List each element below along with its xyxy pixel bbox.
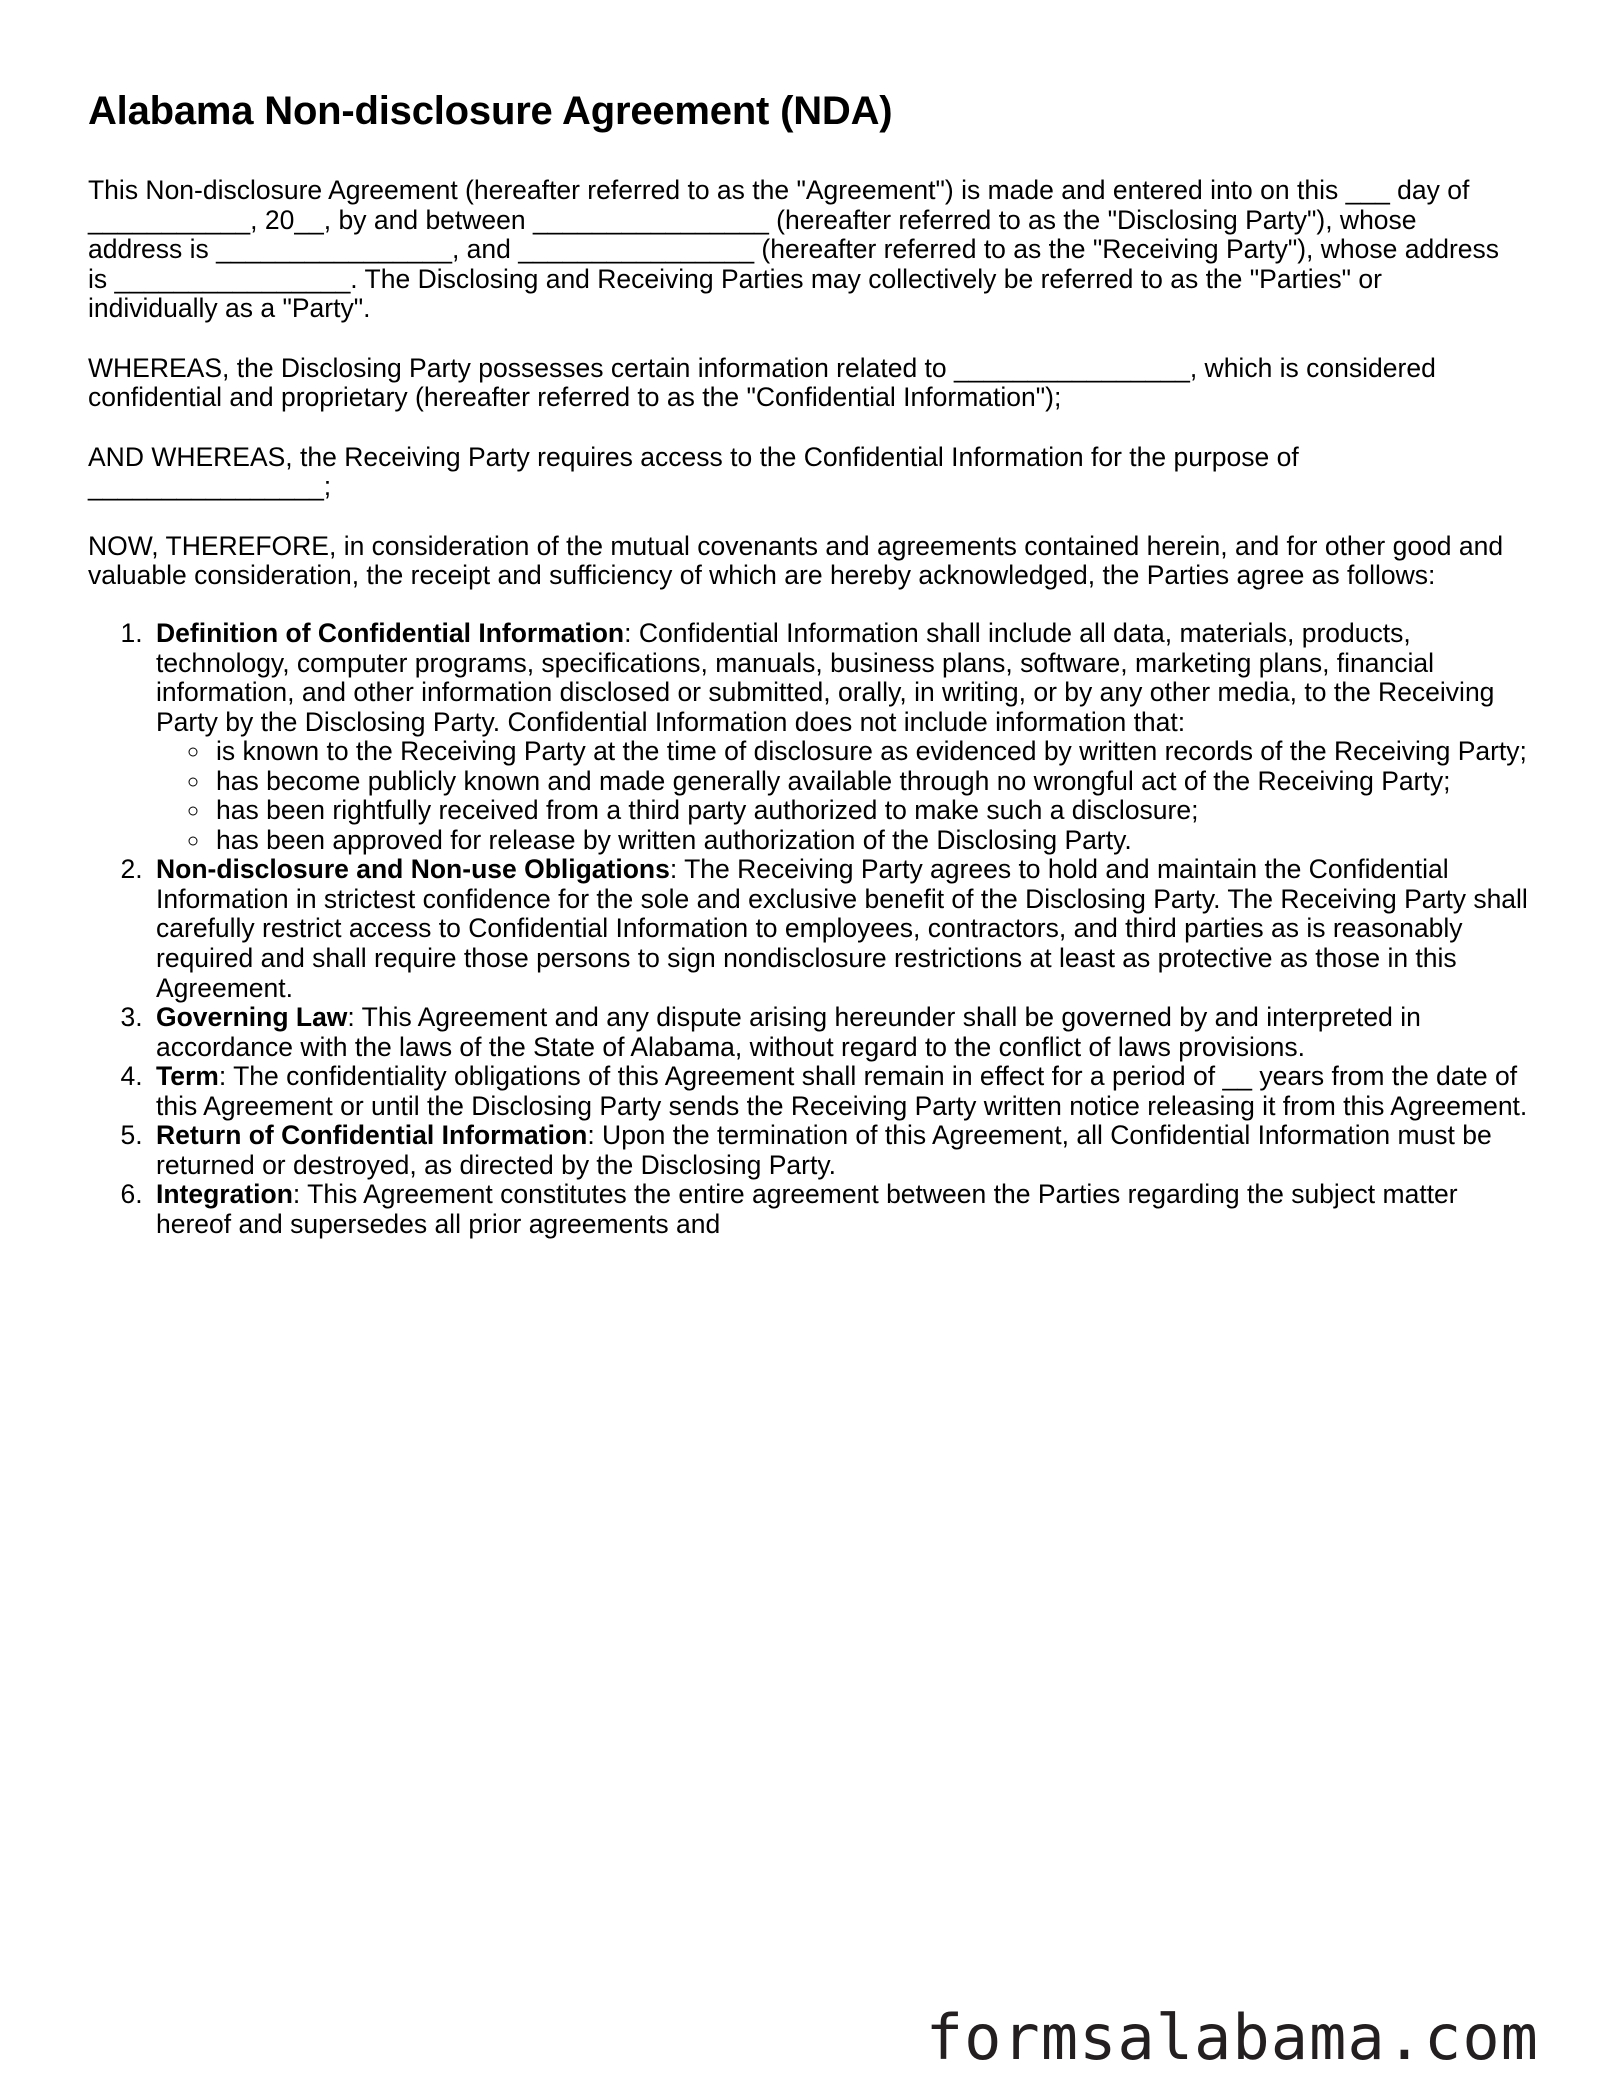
clause-body: : This Agreement constitutes the entire agreement between the Parties regarding the subject matter hereof and supersedes all prior agreements and xyxy=(156,1179,1458,1239)
clause-item xyxy=(150,1062,1529,1121)
clause-body: : The Receiving Party agrees to hold and maintain the Confidential Information in strictest confidence for the sole and exclusive benefit of the Disclosing Party. The Receiving Party shall carefully restrict access to Confidential Information to employees, contractors, and third parties as is reasonably required and shall require those persons to sign nondisclosure restrictions at least as protective as those in this Agreement. xyxy=(156,854,1528,1003)
clause-item xyxy=(150,1003,1529,1062)
clause-heading: Integration xyxy=(156,1179,293,1210)
paragraph-and-whereas: AND WHEREAS, the Receiving Party requires access to the Confidential Information for the purpose of ________________; xyxy=(88,441,1299,502)
paragraph-now-therefore: NOW, THEREFORE, in consideration of the mutual covenants and agreements contained herein, and for other good and valuable consideration, the receipt and sufficiency of which are hereby acknowledged, the Parties agree as follows: xyxy=(88,530,1504,591)
clause-body: : This Agreement and any dispute arising hereunder shall be governed by and interpreted in accordance with the laws of the State of Alabama, without regard to the conflict of laws provisions. xyxy=(156,1002,1421,1062)
subclause-item: ◦ has been approved for release by written authorization of the Disclosing Party. xyxy=(212,826,1529,856)
site-watermark: formsalabama.com xyxy=(925,2001,1539,2074)
subclause-item: ◦ has been rightfully received from a third party authorized to make such a disclosure; xyxy=(212,796,1529,826)
page-title: Alabama Non-disclosure Agreement (NDA) xyxy=(88,89,893,133)
clause-item xyxy=(150,1180,1529,1239)
subclause-item: ◦ is known to the Receiving Party at the time of disclosure as evidenced by written records of the Receiving Party; xyxy=(212,737,1529,767)
paragraph-whereas: WHEREAS, the Disclosing Party possesses certain information related to ________________, which is considered confidential and proprietary (hereafter referred to as the "Confidential Information"); xyxy=(88,352,1436,413)
clause-heading: Return of Confidential Information xyxy=(156,1120,588,1151)
paragraph-intro: This Non-disclosure Agreement (hereafter referred to as the "Agreement") is made and entered into on this ___ day of ___________, 20__, by and between ________________ (hereafter referred to as the "Disclosing Party"), whose address is ________________, and ________________ (hereafter referred to as the "Receiving Party"), whose address is ________________. The Disclosing and Receiving Parties may collectively be referred to as the "Parties" or individually as a "Party". xyxy=(88,175,1500,324)
subclause-list xyxy=(156,737,1529,855)
clause-heading: Governing Law xyxy=(156,1002,348,1033)
clause-heading: Term xyxy=(156,1061,219,1092)
clause-body: : Confidential Information shall include all data, materials, products, technology, computer programs, specifications, manuals, business plans, software, marketing plans, financial information, and other information disclosed or submitted, orally, in writing, or by any other media, to the Receiving Party by the Disclosing Party. Confidential Information does not include information that: xyxy=(156,618,1495,737)
subclause-item: ◦ has become publicly known and made generally available through no wrongful act of the Receiving Party; xyxy=(212,767,1529,797)
clause-body: : Upon the termination of this Agreement, all Confidential Information must be returned or destroyed, as directed by the Disclosing Party. xyxy=(156,1120,1492,1180)
clause-item xyxy=(150,1121,1529,1180)
clause-item xyxy=(150,855,1529,1003)
clause-item xyxy=(150,619,1529,855)
clause-heading: Non-disclosure and Non-use Obligations xyxy=(156,854,670,885)
clause-heading: Definition of Confidential Information xyxy=(156,618,625,649)
clause-list xyxy=(88,619,1529,1239)
clause-body: : The confidentiality obligations of this Agreement shall remain in effect for a period of __ years from the date of this Agreement or until the Disclosing Party sends the Receiving Party written notice releasing it from this Agreement. xyxy=(156,1061,1528,1121)
